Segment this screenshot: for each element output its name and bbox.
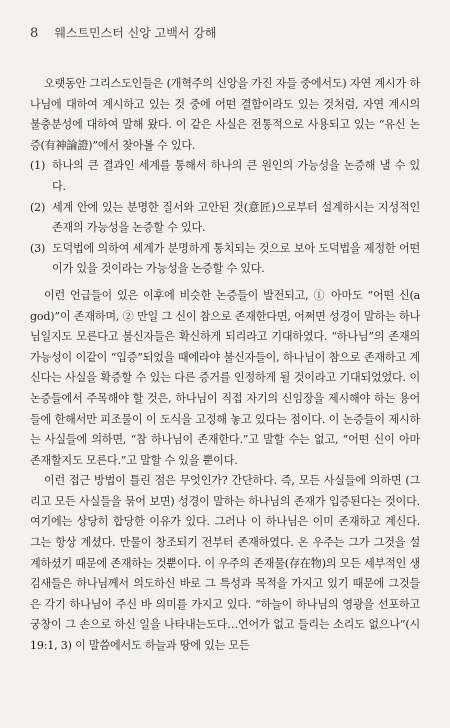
list-item-text: 하나의 큰 결과인 세계를 통해서 하나의 큰 원인의 가능성을 논증해 낼 수 있다. xyxy=(52,159,420,193)
list-item xyxy=(30,198,420,239)
page-number: 8 xyxy=(30,26,39,41)
running-header xyxy=(30,24,418,41)
list-marker: (2) xyxy=(30,200,46,214)
paragraph: 이런 언급들이 있은 이후에 비슷한 논증들이 발전되고, ① 아마도 “어떤 신(a god)”이 존재하며, ② 만일 그 신이 참으로 존재한다면, 어쩌면 성경이 말하는 하나님일지도 모른다고 불신자들은 확신하게 되리라고 기대하였다. “하나님”의 존재의 가능성이 이같이 “입증”되었을 때에라야 불신자들이, 하나님이 참으로 존재하고 계신다는 사실을 확증할 수 있는 다른 증거를 인정하게 될 것이라고 기대되었었다. 이 논증들에서 주목해야 할 것은, 하나님이 직접 자기의 신임장을 제시해야 하는 용어들에 한해서만 피조물이 이 도식을 고정해 놓고 있다는 점이다. 이 논증들이 제시하는 사실들에 의하면, “참 하나님이 존재한다.”고 말할 수는 없고, “어떤 신이 아마 존재할지도 모른다.”고 말할 수 있을 뿐이다. xyxy=(30,288,420,467)
list-marker: (3) xyxy=(30,241,46,255)
list-marker: (1) xyxy=(30,159,46,173)
list-item xyxy=(30,239,420,280)
paragraph: 오랫동안 그리스도인들은 (개혁주의 신앙을 가진 자들 중에서도) 자연 계시가 하나님에 대하여 계시하고 있는 것 중에 어떤 결함이라도 있는 것처럼, 자연 계시의 불충분성에 대하여 말해 왔다. 이 같은 사실은 전통적으로 사용되고 있는 “유신 논증(有神論證)”에서 찾아볼 수 있다. xyxy=(30,77,420,152)
list-item-text: 도덕법에 의하여 세계가 분명하게 통치되는 것으로 보아 도덕법을 제정한 어떤 이가 있을 것이라는 가능성을 논증할 수 있다. xyxy=(52,241,420,276)
paragraph: 이런 접근 방법이 틀린 점은 무엇인가? 간단하다. 즉, 모든 사실들에 의하면 (그리고 모든 사실들을 묶어 보면) 성경이 말하는 하나님의 존재가 입증된다는 것이다. 여기에는 상당히 합당한 이유가 있다. 그러나 이 하나님은 이미 존재하고 계신다. 그는 항상 계셨다. 만물이 창조되기 전부터 존재하였다. 온 우주는 그가 그것을 설계하셨기 때문에 존재하는 것뿐이다. 이 우주의 존재물(存在物)의 모든 세부적인 생김새들은 하나님께서 의도하신 바로 그 특성과 목적을 가지고 있기 때문에 그것들은 각기 하나님이 주신 바 의미를 가지고 있다. “하늘이 하나님의 영광을 선포하고 궁창이 그 손으로 하신 일을 나타내는도다…언어가 없고 들리는 소리도 없으나”(시 19:1, 3) 이 말씀에서도 하늘과 땅에 있는 모든 xyxy=(30,474,420,653)
running-title: 웨스트민스터 신앙 고백서 강해 xyxy=(54,26,217,40)
numbered-list xyxy=(30,156,420,280)
list-item xyxy=(30,156,420,197)
list-item-text: 세계 안에 있는 분명한 질서와 고안된 것(意匠)으로부터 설계하시는 지성적인 존재의 가능성을 논증할 수 있다. xyxy=(52,200,420,235)
body-text xyxy=(30,74,420,657)
